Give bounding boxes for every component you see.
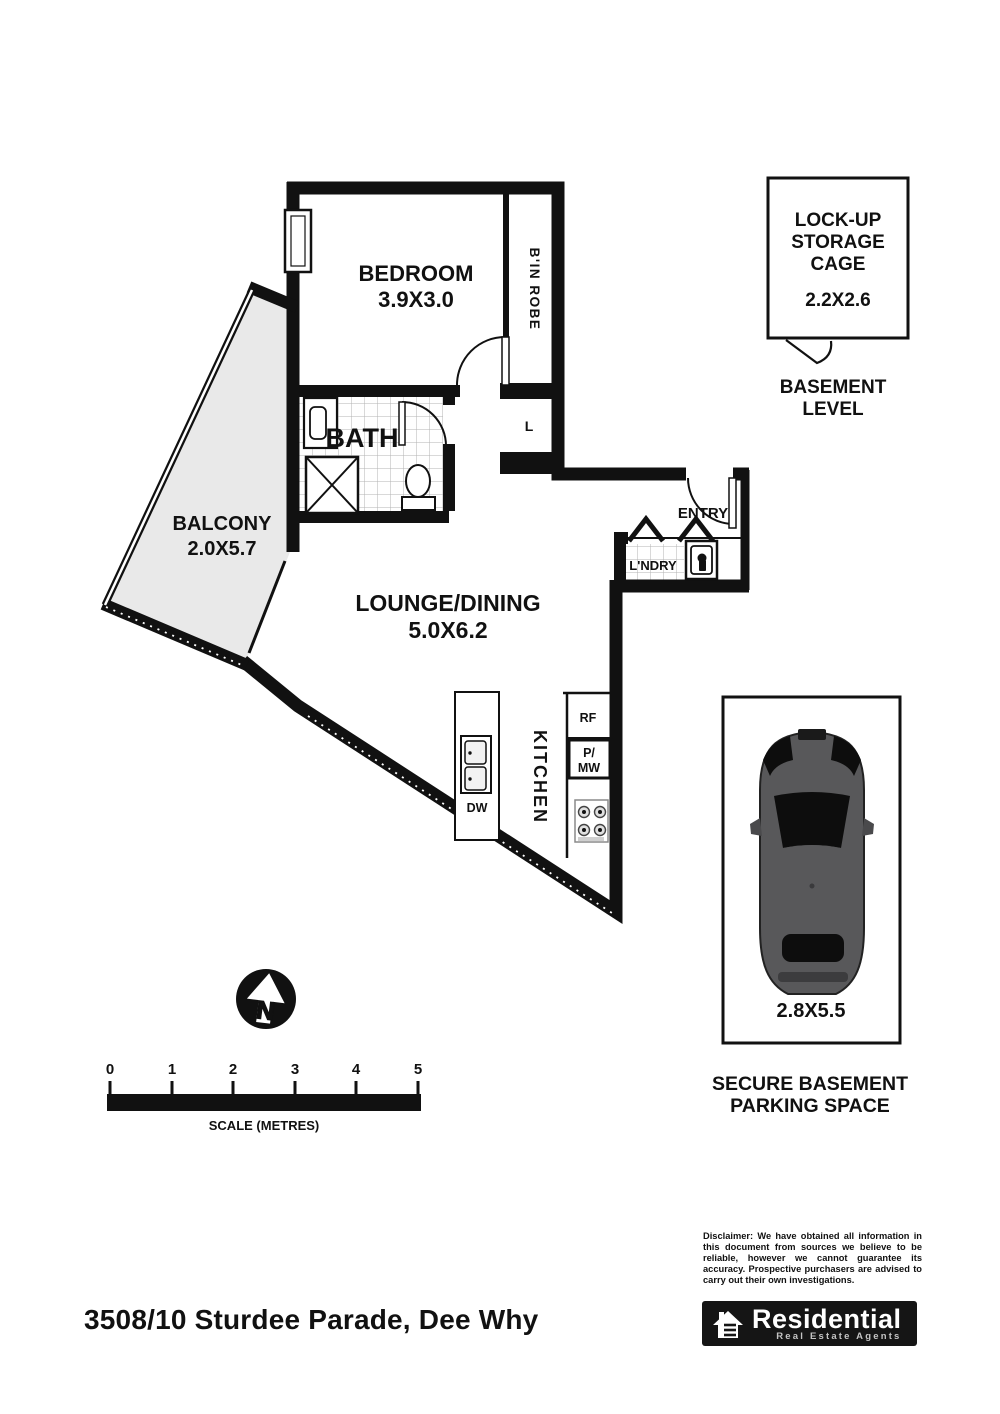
parking-caption-line1: SECURE BASEMENT — [711, 1073, 909, 1095]
storage-cage-door — [786, 340, 831, 363]
scale-bar — [106, 1061, 422, 1133]
bedroom-door — [457, 337, 509, 385]
apartment-plan — [103, 182, 749, 913]
kitchen-label: KITCHEN — [530, 730, 550, 824]
scale-bar-label: SCALE (METRES) — [208, 1118, 320, 1133]
kitchen-island — [455, 692, 499, 840]
lounge-label: LOUNGE/DINING — [355, 590, 541, 616]
cooktop — [575, 800, 608, 842]
scale-tick-0: 0 — [105, 1061, 115, 1078]
parking-caption-line2: PARKING SPACE — [730, 1095, 890, 1117]
house-icon — [711, 1309, 745, 1339]
pantry-label-line2: MW — [577, 761, 601, 775]
bedroom-window — [285, 210, 311, 272]
storage-cage — [768, 178, 908, 420]
shower — [306, 457, 358, 513]
basement-level-line2: LEVEL — [802, 399, 864, 420]
scale-tick-5: 5 — [413, 1061, 423, 1078]
lounge-dims: 5.0X6.2 — [408, 617, 488, 643]
scale-tick-4: 4 — [351, 1061, 361, 1078]
storage-cage-label-line3: CAGE — [810, 254, 866, 275]
bedroom-label: BEDROOM — [358, 261, 474, 286]
north-letter: N — [254, 996, 277, 1027]
fridge-label: RF — [579, 711, 597, 725]
scale-tick-1: 1 — [167, 1061, 177, 1078]
pantry-label-line1: P/ — [583, 746, 595, 760]
dishwasher-label: DW — [466, 801, 488, 815]
car-icon — [750, 729, 874, 994]
property-address: 3508/10 Sturdee Parade, Dee Why — [84, 1304, 539, 1335]
laundry-label: L'NDRY — [629, 558, 677, 573]
scale-tick-2: 2 — [228, 1061, 238, 1078]
disclaimer-text: Disclaimer: We have obtained all information in this document from sources we believe to be reliable, however we cannot guarantee its accuracy. Prospective purchasers are advised to carry out their own investigations. — [703, 1231, 922, 1285]
basement-level-line1: BASEMENT — [779, 377, 887, 398]
bedroom-dims: 3.9X3.0 — [378, 287, 454, 312]
bath-label: BATH — [325, 423, 399, 453]
brand-name: Residential — [752, 1303, 902, 1334]
wall-block-linen — [500, 452, 560, 474]
balcony-dims: 2.0X5.7 — [187, 538, 257, 560]
laundry-sink — [686, 541, 717, 579]
linen-label: L — [524, 418, 534, 434]
robe-label: B'IN ROBE — [527, 247, 542, 331]
entry-label: ENTRY — [677, 505, 729, 522]
north-compass — [236, 969, 296, 1029]
storage-cage-dims: 2.2X2.6 — [805, 290, 871, 311]
balcony-label: BALCONY — [172, 513, 272, 535]
storage-cage-label-line2: STORAGE — [791, 232, 885, 253]
parking-space — [712, 697, 908, 1117]
parking-dims: 2.8X5.5 — [776, 1000, 846, 1022]
brand-tagline: Real Estate Agents — [776, 1330, 902, 1342]
scale-bar-rule — [107, 1094, 421, 1111]
agency-logo — [702, 1301, 917, 1346]
scale-tick-3: 3 — [290, 1061, 300, 1078]
storage-cage-label-line1: LOCK-UP — [794, 210, 882, 231]
